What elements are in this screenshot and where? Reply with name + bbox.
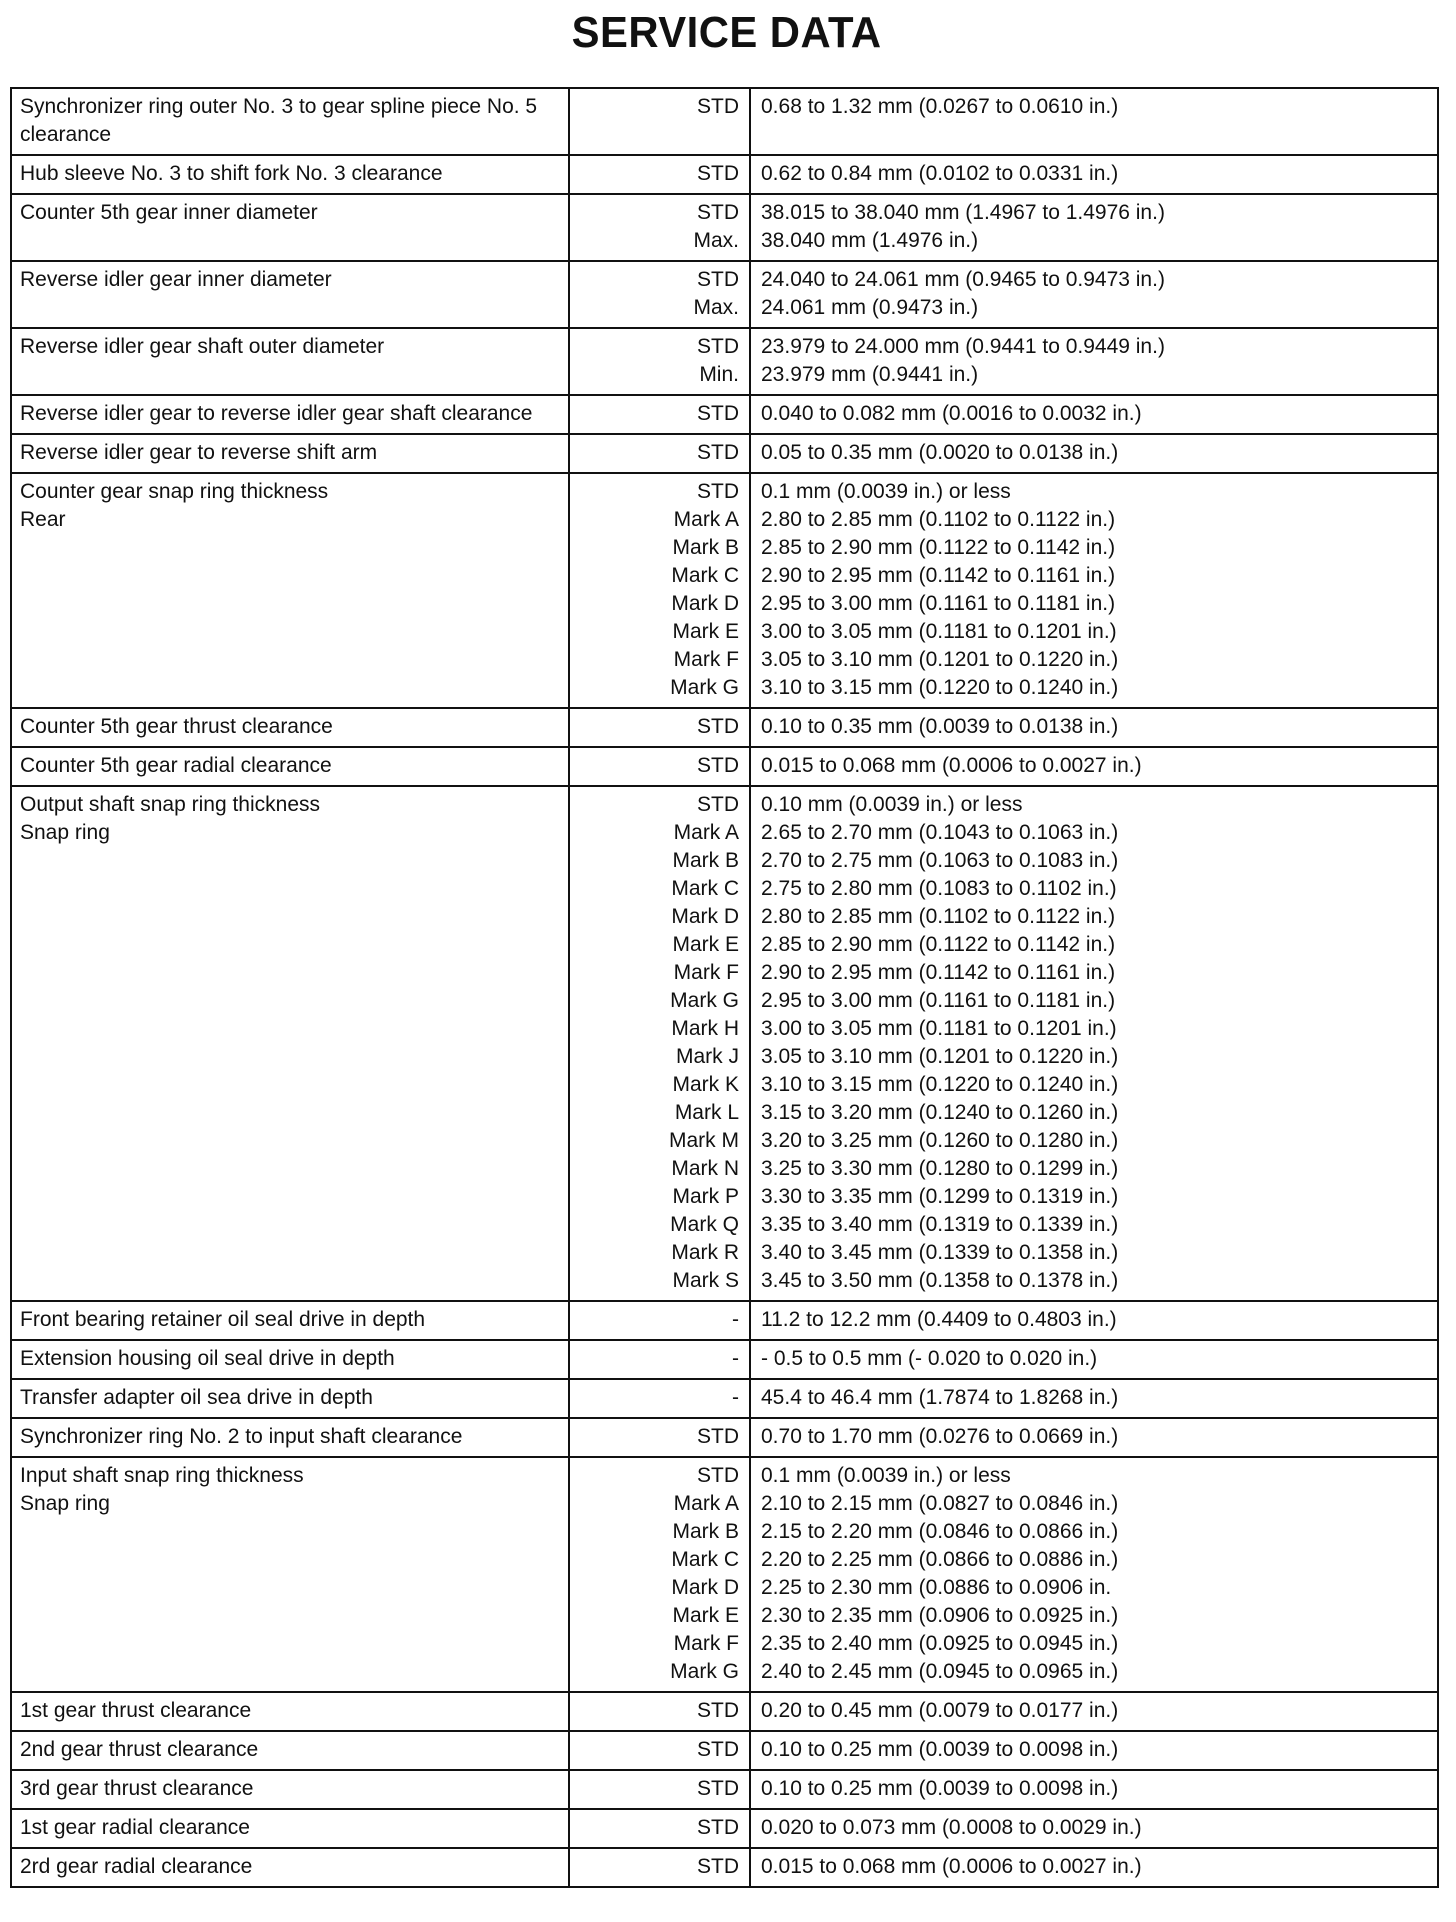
condition-label: STD xyxy=(697,335,739,358)
value-cell xyxy=(750,747,1438,786)
spec-value: 2.20 to 2.25 mm (0.0866 to 0.0886 in.) xyxy=(761,1548,1119,1571)
table-row xyxy=(11,786,1438,1301)
condition-label: Mark E xyxy=(672,620,739,643)
condition-label: Mark G xyxy=(670,989,739,1012)
condition-label: STD xyxy=(697,480,739,503)
spec-value: 3.15 to 3.20 mm (0.1240 to 0.1260 in.) xyxy=(761,1101,1119,1124)
table-row xyxy=(11,155,1438,194)
spec-value: 2.80 to 2.85 mm (0.1102 to 0.1122 in.) xyxy=(761,905,1116,928)
table-row xyxy=(11,328,1438,395)
spec-value: 0.10 to 0.25 mm (0.0039 to 0.0098 in.) xyxy=(761,1738,1119,1761)
condition-label: Mark F xyxy=(673,1632,739,1655)
spec-value: 3.45 to 3.50 mm (0.1358 to 0.1378 in.) xyxy=(761,1269,1119,1292)
spec-value: 3.35 to 3.40 mm (0.1319 to 0.1339 in.) xyxy=(761,1213,1119,1236)
condition-label: STD xyxy=(697,268,739,291)
condition-label: Mark Q xyxy=(670,1213,739,1236)
condition-cell xyxy=(569,1457,750,1692)
spec-value: 0.10 mm (0.0039 in.) or less xyxy=(761,793,1023,816)
condition-cell xyxy=(569,155,750,194)
table-row xyxy=(11,434,1438,473)
value-cell xyxy=(750,1301,1438,1340)
spec-value: 3.25 to 3.30 mm (0.1280 to 0.1299 in.) xyxy=(761,1157,1119,1180)
spec-value: 2.85 to 2.90 mm (0.1122 to 0.1142 in.) xyxy=(761,933,1116,956)
condition-label: Mark A xyxy=(673,1492,739,1515)
table-row xyxy=(11,261,1438,328)
service-data-table xyxy=(10,87,1439,1888)
condition-label: Mark L xyxy=(674,1101,739,1124)
service-data-table-body xyxy=(11,88,1438,1887)
table-row xyxy=(11,708,1438,747)
condition-label: Mark P xyxy=(672,1185,739,1208)
spec-value: 3.10 to 3.15 mm (0.1220 to 0.1240 in.) xyxy=(761,1073,1119,1096)
table-row xyxy=(11,395,1438,434)
spec-value: - 0.5 to 0.5 mm (- 0.020 to 0.020 in.) xyxy=(761,1347,1098,1370)
spec-value: 38.015 to 38.040 mm (1.4967 to 1.4976 in.) xyxy=(761,201,1165,224)
item-label: Extension housing oil seal drive in depth xyxy=(20,1347,395,1370)
value-cell xyxy=(750,1809,1438,1848)
item-cell xyxy=(11,1301,569,1340)
condition-cell xyxy=(569,1809,750,1848)
condition-label: STD xyxy=(697,1738,739,1761)
condition-label: Mark H xyxy=(671,1017,739,1040)
condition-label: Mark J xyxy=(676,1045,739,1068)
spec-value: 2.90 to 2.95 mm (0.1142 to 0.1161 in.) xyxy=(761,564,1116,587)
condition-cell xyxy=(569,786,750,1301)
condition-label: Mark K xyxy=(672,1073,739,1096)
condition-label: - xyxy=(732,1308,739,1331)
item-label: 2rd gear radial clearance xyxy=(20,1855,253,1878)
item-label: Counter gear snap ring thickness xyxy=(20,480,329,503)
value-cell xyxy=(750,1340,1438,1379)
value-cell xyxy=(750,155,1438,194)
condition-cell xyxy=(569,747,750,786)
condition-label: Mark N xyxy=(671,1157,739,1180)
item-label: 2nd gear thrust clearance xyxy=(20,1738,259,1761)
condition-cell xyxy=(569,1340,750,1379)
condition-label: Mark B xyxy=(672,849,739,872)
item-label: Reverse idler gear to reverse idler gear shaft clearance xyxy=(20,402,533,425)
condition-cell xyxy=(569,1301,750,1340)
spec-value: 23.979 mm (0.9441 in.) xyxy=(761,363,979,386)
condition-label: STD xyxy=(697,1777,739,1800)
table-row xyxy=(11,194,1438,261)
item-cell xyxy=(11,1418,569,1457)
value-cell xyxy=(750,1848,1438,1887)
item-label: Input shaft snap ring thickness xyxy=(20,1464,304,1487)
spec-value: 11.2 to 12.2 mm (0.4409 to 0.4803 in.) xyxy=(761,1308,1117,1331)
spec-value: 3.20 to 3.25 mm (0.1260 to 0.1280 in.) xyxy=(761,1129,1119,1152)
condition-label: Mark E xyxy=(672,933,739,956)
spec-value: 0.10 to 0.25 mm (0.0039 to 0.0098 in.) xyxy=(761,1777,1119,1800)
condition-label: STD xyxy=(697,1855,739,1878)
item-label: Reverse idler gear inner diameter xyxy=(20,268,332,291)
item-cell xyxy=(11,88,569,155)
condition-label: STD xyxy=(697,441,739,464)
condition-cell xyxy=(569,395,750,434)
item-cell xyxy=(11,328,569,395)
value-cell xyxy=(750,708,1438,747)
spec-value: 3.05 to 3.10 mm (0.1201 to 0.1220 in.) xyxy=(761,1045,1119,1068)
condition-label: STD xyxy=(697,402,739,425)
spec-value: 0.20 to 0.45 mm (0.0079 to 0.0177 in.) xyxy=(761,1699,1119,1722)
table-row xyxy=(11,88,1438,155)
condition-cell xyxy=(569,194,750,261)
spec-value: 0.05 to 0.35 mm (0.0020 to 0.0138 in.) xyxy=(761,441,1119,464)
spec-value: 2.40 to 2.45 mm (0.0945 to 0.0965 in.) xyxy=(761,1660,1119,1683)
condition-label: Mark C xyxy=(671,877,739,900)
item-cell xyxy=(11,395,569,434)
item-cell xyxy=(11,1379,569,1418)
value-cell xyxy=(750,328,1438,395)
value-cell xyxy=(750,786,1438,1301)
item-cell xyxy=(11,708,569,747)
spec-value: 0.1 mm (0.0039 in.) or less xyxy=(761,480,1011,503)
item-label: Reverse idler gear shaft outer diameter xyxy=(20,335,385,358)
item-label: Counter 5th gear thrust clearance xyxy=(20,715,333,738)
table-row xyxy=(11,1809,1438,1848)
item-label: Snap ring xyxy=(20,821,110,844)
condition-label: Mark D xyxy=(671,1576,739,1599)
item-label: 3rd gear thrust clearance xyxy=(20,1777,254,1800)
spec-value: 24.040 to 24.061 mm (0.9465 to 0.9473 in.) xyxy=(761,268,1165,291)
value-cell xyxy=(750,88,1438,155)
value-cell xyxy=(750,194,1438,261)
item-cell xyxy=(11,1770,569,1809)
item-label: Snap ring xyxy=(20,1492,110,1515)
item-label: Synchronizer ring outer No. 3 to gear spline piece No. 5 clearance xyxy=(20,95,538,146)
item-label: Hub sleeve No. 3 to shift fork No. 3 clearance xyxy=(20,162,443,185)
condition-label: STD xyxy=(697,1816,739,1839)
item-cell xyxy=(11,1809,569,1848)
item-cell xyxy=(11,786,569,1301)
condition-label: Mark G xyxy=(670,1660,739,1683)
spec-value: 2.15 to 2.20 mm (0.0846 to 0.0866 in.) xyxy=(761,1520,1119,1543)
spec-value: 0.1 mm (0.0039 in.) or less xyxy=(761,1464,1011,1487)
condition-label: Mark G xyxy=(670,676,739,699)
table-row xyxy=(11,1692,1438,1731)
spec-value: 3.00 to 3.05 mm (0.1181 to 0.1201 in.) xyxy=(761,620,1117,643)
condition-label: Max. xyxy=(693,229,739,252)
condition-label: STD xyxy=(697,754,739,777)
spec-value: 0.020 to 0.073 mm (0.0008 to 0.0029 in.) xyxy=(761,1816,1142,1839)
spec-value: 2.80 to 2.85 mm (0.1102 to 0.1122 in.) xyxy=(761,508,1116,531)
value-cell xyxy=(750,1418,1438,1457)
spec-value: 3.40 to 3.45 mm (0.1339 to 0.1358 in.) xyxy=(761,1241,1119,1264)
spec-value: 0.10 to 0.35 mm (0.0039 to 0.0138 in.) xyxy=(761,715,1119,738)
spec-value: 2.95 to 3.00 mm (0.1161 to 0.1181 in.) xyxy=(761,989,1116,1012)
value-cell xyxy=(750,395,1438,434)
item-cell xyxy=(11,1848,569,1887)
spec-value: 2.30 to 2.35 mm (0.0906 to 0.0925 in.) xyxy=(761,1604,1119,1627)
condition-label: STD xyxy=(697,793,739,816)
condition-cell xyxy=(569,1731,750,1770)
item-label: 1st gear thrust clearance xyxy=(20,1699,252,1722)
table-row xyxy=(11,1848,1438,1887)
condition-cell xyxy=(569,88,750,155)
spec-value: 2.75 to 2.80 mm (0.1083 to 0.1102 in.) xyxy=(761,877,1117,900)
item-label: Synchronizer ring No. 2 to input shaft clearance xyxy=(20,1425,463,1448)
item-cell xyxy=(11,1340,569,1379)
table-row xyxy=(11,1301,1438,1340)
condition-label: Mark R xyxy=(671,1241,739,1264)
spec-value: 0.040 to 0.082 mm (0.0016 to 0.0032 in.) xyxy=(761,402,1142,425)
page-title: SERVICE DATA xyxy=(571,8,882,57)
condition-label: Max. xyxy=(693,296,739,319)
condition-label: Mark B xyxy=(672,1520,739,1543)
condition-label: STD xyxy=(697,1464,739,1487)
condition-label: STD xyxy=(697,715,739,738)
spec-value: 0.70 to 1.70 mm (0.0276 to 0.0669 in.) xyxy=(761,1425,1119,1448)
table-row xyxy=(11,1418,1438,1457)
spec-value: 0.68 to 1.32 mm (0.0267 to 0.0610 in.) xyxy=(761,95,1119,118)
condition-label: Mark A xyxy=(673,508,739,531)
condition-label: - xyxy=(732,1347,739,1370)
condition-cell xyxy=(569,1770,750,1809)
spec-value: 2.95 to 3.00 mm (0.1161 to 0.1181 in.) xyxy=(761,592,1116,615)
item-cell xyxy=(11,194,569,261)
table-row xyxy=(11,1770,1438,1809)
item-cell xyxy=(11,747,569,786)
condition-label: Mark B xyxy=(672,536,739,559)
table-row xyxy=(11,473,1438,708)
item-label: Rear xyxy=(20,508,66,531)
spec-value: 0.62 to 0.84 mm (0.0102 to 0.0331 in.) xyxy=(761,162,1119,185)
condition-label: Mark D xyxy=(671,592,739,615)
item-label: Transfer adapter oil sea drive in depth xyxy=(20,1386,373,1409)
condition-label: - xyxy=(732,1386,739,1409)
spec-value: 3.00 to 3.05 mm (0.1181 to 0.1201 in.) xyxy=(761,1017,1117,1040)
condition-cell xyxy=(569,1418,750,1457)
item-cell xyxy=(11,155,569,194)
condition-label: Mark F xyxy=(673,961,739,984)
value-cell xyxy=(750,261,1438,328)
table-row xyxy=(11,747,1438,786)
value-cell xyxy=(750,1770,1438,1809)
condition-label: Mark F xyxy=(673,648,739,671)
item-label: Counter 5th gear radial clearance xyxy=(20,754,332,777)
table-row xyxy=(11,1340,1438,1379)
table-row xyxy=(11,1457,1438,1692)
condition-cell xyxy=(569,261,750,328)
condition-label: Mark M xyxy=(669,1129,739,1152)
condition-label: Mark A xyxy=(673,821,739,844)
condition-cell xyxy=(569,434,750,473)
spec-value: 0.015 to 0.068 mm (0.0006 to 0.0027 in.) xyxy=(761,1855,1142,1878)
condition-label: STD xyxy=(697,95,739,118)
value-cell xyxy=(750,473,1438,708)
condition-label: Mark D xyxy=(671,905,739,928)
item-cell xyxy=(11,1692,569,1731)
condition-label: Mark S xyxy=(672,1269,739,1292)
spec-value: 45.4 to 46.4 mm (1.7874 to 1.8268 in.) xyxy=(761,1386,1119,1409)
table-row xyxy=(11,1731,1438,1770)
table-row xyxy=(11,1379,1438,1418)
spec-value: 38.040 mm (1.4976 in.) xyxy=(761,229,979,252)
item-label: Output shaft snap ring thickness xyxy=(20,793,320,816)
spec-value: 24.061 mm (0.9473 in.) xyxy=(761,296,979,319)
spec-value: 2.85 to 2.90 mm (0.1122 to 0.1142 in.) xyxy=(761,536,1116,559)
item-cell xyxy=(11,1457,569,1692)
spec-value: 3.10 to 3.15 mm (0.1220 to 0.1240 in.) xyxy=(761,676,1119,699)
condition-cell xyxy=(569,1848,750,1887)
condition-label: STD xyxy=(697,162,739,185)
condition-cell xyxy=(569,328,750,395)
condition-cell xyxy=(569,473,750,708)
spec-value: 2.25 to 2.30 mm (0.0886 to 0.0906 in. xyxy=(761,1576,1112,1599)
value-cell xyxy=(750,1692,1438,1731)
condition-label: STD xyxy=(697,1699,739,1722)
spec-value: 23.979 to 24.000 mm (0.9441 to 0.9449 in.) xyxy=(761,335,1165,358)
condition-cell xyxy=(569,1379,750,1418)
spec-value: 2.90 to 2.95 mm (0.1142 to 0.1161 in.) xyxy=(761,961,1116,984)
spec-value: 2.10 to 2.15 mm (0.0827 to 0.0846 in.) xyxy=(761,1492,1119,1515)
condition-label: Mark E xyxy=(672,1604,739,1627)
condition-cell xyxy=(569,1692,750,1731)
spec-value: 2.35 to 2.40 mm (0.0925 to 0.0945 in.) xyxy=(761,1632,1119,1655)
item-label: Reverse idler gear to reverse shift arm xyxy=(20,441,378,464)
spec-value: 0.015 to 0.068 mm (0.0006 to 0.0027 in.) xyxy=(761,754,1142,777)
value-cell xyxy=(750,434,1438,473)
item-cell xyxy=(11,434,569,473)
item-cell xyxy=(11,261,569,328)
item-label: 1st gear radial clearance xyxy=(20,1816,250,1839)
value-cell xyxy=(750,1731,1438,1770)
item-label: Front bearing retainer oil seal drive in depth xyxy=(20,1308,426,1331)
condition-label: STD xyxy=(697,201,739,224)
value-cell xyxy=(750,1457,1438,1692)
spec-value: 3.30 to 3.35 mm (0.1299 to 0.1319 in.) xyxy=(761,1185,1119,1208)
condition-label: Mark C xyxy=(671,564,739,587)
spec-value: 3.05 to 3.10 mm (0.1201 to 0.1220 in.) xyxy=(761,648,1119,671)
condition-cell xyxy=(569,708,750,747)
spec-value: 2.70 to 2.75 mm (0.1063 to 0.1083 in.) xyxy=(761,849,1119,872)
condition-label: Min. xyxy=(699,363,739,386)
condition-label: Mark C xyxy=(671,1548,739,1571)
spec-value: 2.65 to 2.70 mm (0.1043 to 0.1063 in.) xyxy=(761,821,1119,844)
value-cell xyxy=(750,1379,1438,1418)
item-cell xyxy=(11,1731,569,1770)
condition-label: STD xyxy=(697,1425,739,1448)
item-cell xyxy=(11,473,569,708)
item-label: Counter 5th gear inner diameter xyxy=(20,201,318,224)
